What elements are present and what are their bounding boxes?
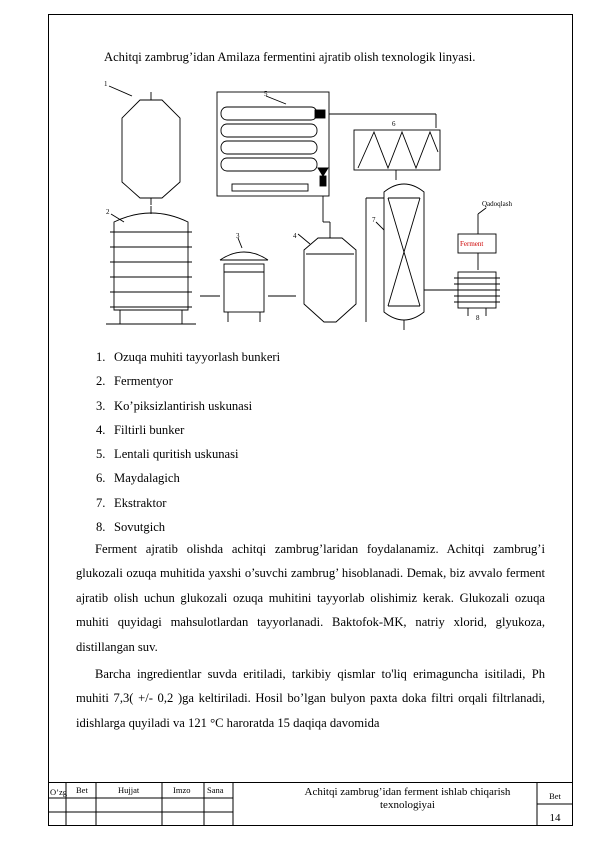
col-imzo: Imzo [173, 785, 191, 795]
ferment-label: Ferment [460, 240, 484, 248]
equipment-legend [96, 345, 280, 539]
bet-label: Bet [549, 791, 561, 801]
legend-item: 1. Ozuqa muhiti tayyorlash bunkeri [96, 350, 281, 364]
legend-item: 4. Filtirli bunker [96, 422, 185, 437]
legend-item: 7. Ekstraktor [96, 495, 167, 510]
belt-dryer-equipment [217, 92, 330, 222]
body-paragraph-1: Ferment ajratib olishda achitqi zambrug’laridan foydalanamiz. Achitqi zambrug’i glukozali ozuqa muhitida yaxshi o’suvchi zambrug’ hisoblanadi. Demak, biz avvalo ferment ajratib olish uchun glukozali ozuqa muhitini tayyorlab olishimiz kerak. Glukozali ozuqa muhiti quyidagi mahsulotlardan tayyorlanadi. Baktofok-MK, natriy xlorid, glyukoza, distillangan suv. [76, 542, 545, 654]
callout-3: 3 [236, 232, 240, 240]
figure-caption: Achitqi zambrug’idan Amilaza fermentini ajratib olish texnologik linyasi. [104, 50, 476, 64]
crusher-equipment [354, 130, 440, 170]
extractor-equipment [366, 184, 424, 330]
col-ozg: O’zg [50, 787, 67, 797]
fermentor-equipment [106, 206, 196, 324]
body-paragraph-2: Barcha ingredientlar suvda eritiladi, tarkibiy qismlar to'liq erimaguncha isitiladi, Ph muhiti 7,3( +/- 0,2 )ga keltiriladi. Hosil bo’lgan bulyon paxta doka filtri orqali filtrlanadi, idishlarga quyiladi va 121 °C haroratda 15 daqiqa davomida [76, 667, 545, 730]
col-sana: Sana [207, 785, 224, 795]
callout-1: 1 [104, 80, 108, 88]
callout-6: 6 [392, 120, 396, 128]
legend-item: 2. Fermentyor [96, 374, 173, 389]
packaging-label: Qadoqlash [482, 200, 512, 208]
cooler-equipment [454, 272, 500, 316]
callout-5: 5 [264, 90, 268, 98]
callout-7: 7 [372, 216, 376, 224]
process-diagram [96, 72, 536, 338]
col-bet: Bet [76, 785, 88, 795]
page-number: 14 [549, 812, 561, 824]
title-block [48, 782, 573, 826]
filter-bunker-equipment [304, 222, 356, 322]
legend-item: 6. Maydalagich [96, 471, 180, 486]
defoamer-equipment [220, 252, 268, 322]
callout-8: 8 [476, 314, 480, 322]
callout-2: 2 [106, 208, 110, 216]
callout-4: 4 [293, 232, 297, 240]
document-title: Achitqi zambrug’idan ferment ishlab chiqarish texnologiyai [304, 786, 511, 811]
col-hujjat: Hujjat [118, 785, 140, 795]
bunker-equipment [122, 92, 180, 205]
legend-item: 5. Lentali quritish uskunasi [96, 447, 239, 462]
legend-item: 8. Sovutgich [96, 520, 166, 535]
legend-item: 3. Ko’piksizlantirish uskunasi [96, 398, 253, 413]
